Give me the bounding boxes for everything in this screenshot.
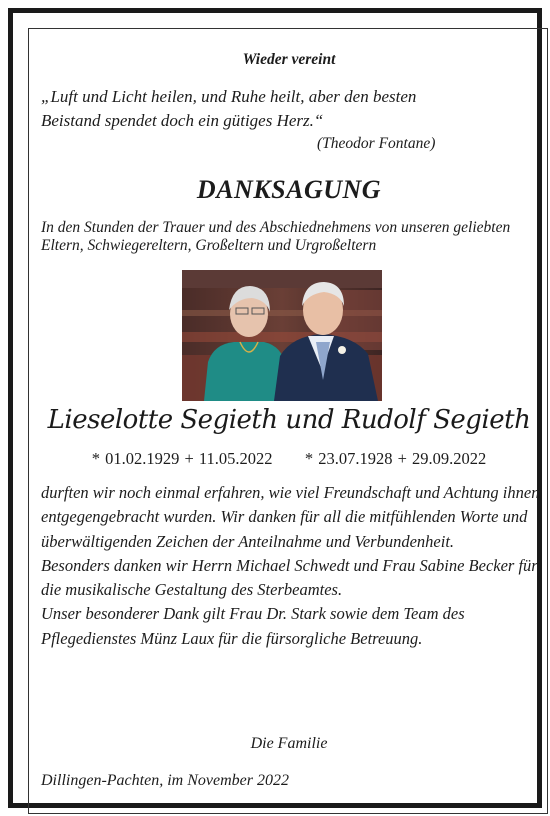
life-dates-lieselotte: * 01.02.1929 + 11.05.2022 bbox=[91, 449, 273, 468]
quote-line: „Luft und Licht heilen, und Ruhe heilt, aber den besten bbox=[41, 87, 417, 106]
notice-inner-border bbox=[28, 28, 548, 814]
body-paragraph: Besonders danken wir Herrn Michael Schwedt und Frau Sabine Becker für die musikalische Gestaltung des Sterbeamtes. bbox=[41, 555, 538, 600]
quote-author: (Theodor Fontane) bbox=[317, 135, 436, 152]
place-date: Dillingen-Pachten, im November 2022 bbox=[41, 772, 289, 789]
body-paragraph: durften wir noch einmal erfahren, wie viel Freundschaft und Achtung ihnen entgegengebracht wurden. Wir danken für all die mitfühlenden Worte und überwältigenden Zeichen der Anteilnahme und Verbundenheit. bbox=[41, 483, 540, 551]
deceased-names: Lieselotte Segieth und Rudolf Segieth bbox=[47, 405, 531, 435]
signoff: Die Familie bbox=[250, 735, 328, 752]
quote bbox=[41, 85, 531, 133]
notice-frame bbox=[8, 8, 542, 808]
life-dates bbox=[29, 449, 549, 469]
intro-text: In den Stunden der Trauer und des Abschiednehmens von unseren geliebten Eltern, Schwiegereltern, Großeltern und Urgroßeltern bbox=[41, 219, 511, 254]
life-dates-rudolf: * 23.07.1928 + 29.09.2022 bbox=[304, 449, 487, 468]
body-text bbox=[41, 481, 541, 651]
quote-line: Beistand spendet doch ein gütiges Herz.“ bbox=[41, 111, 324, 130]
couple-photo bbox=[182, 270, 382, 401]
notice-title: DANKSAGUNG bbox=[196, 175, 382, 204]
notice-heading: Wieder vereint bbox=[242, 51, 336, 68]
couple-photo-image bbox=[182, 270, 382, 401]
body-paragraph: Unser besonderer Dank gilt Frau Dr. Stark sowie dem Team des Pflegedienstes Münz Laux für die fürsorgliche Betreuung. bbox=[41, 604, 465, 648]
